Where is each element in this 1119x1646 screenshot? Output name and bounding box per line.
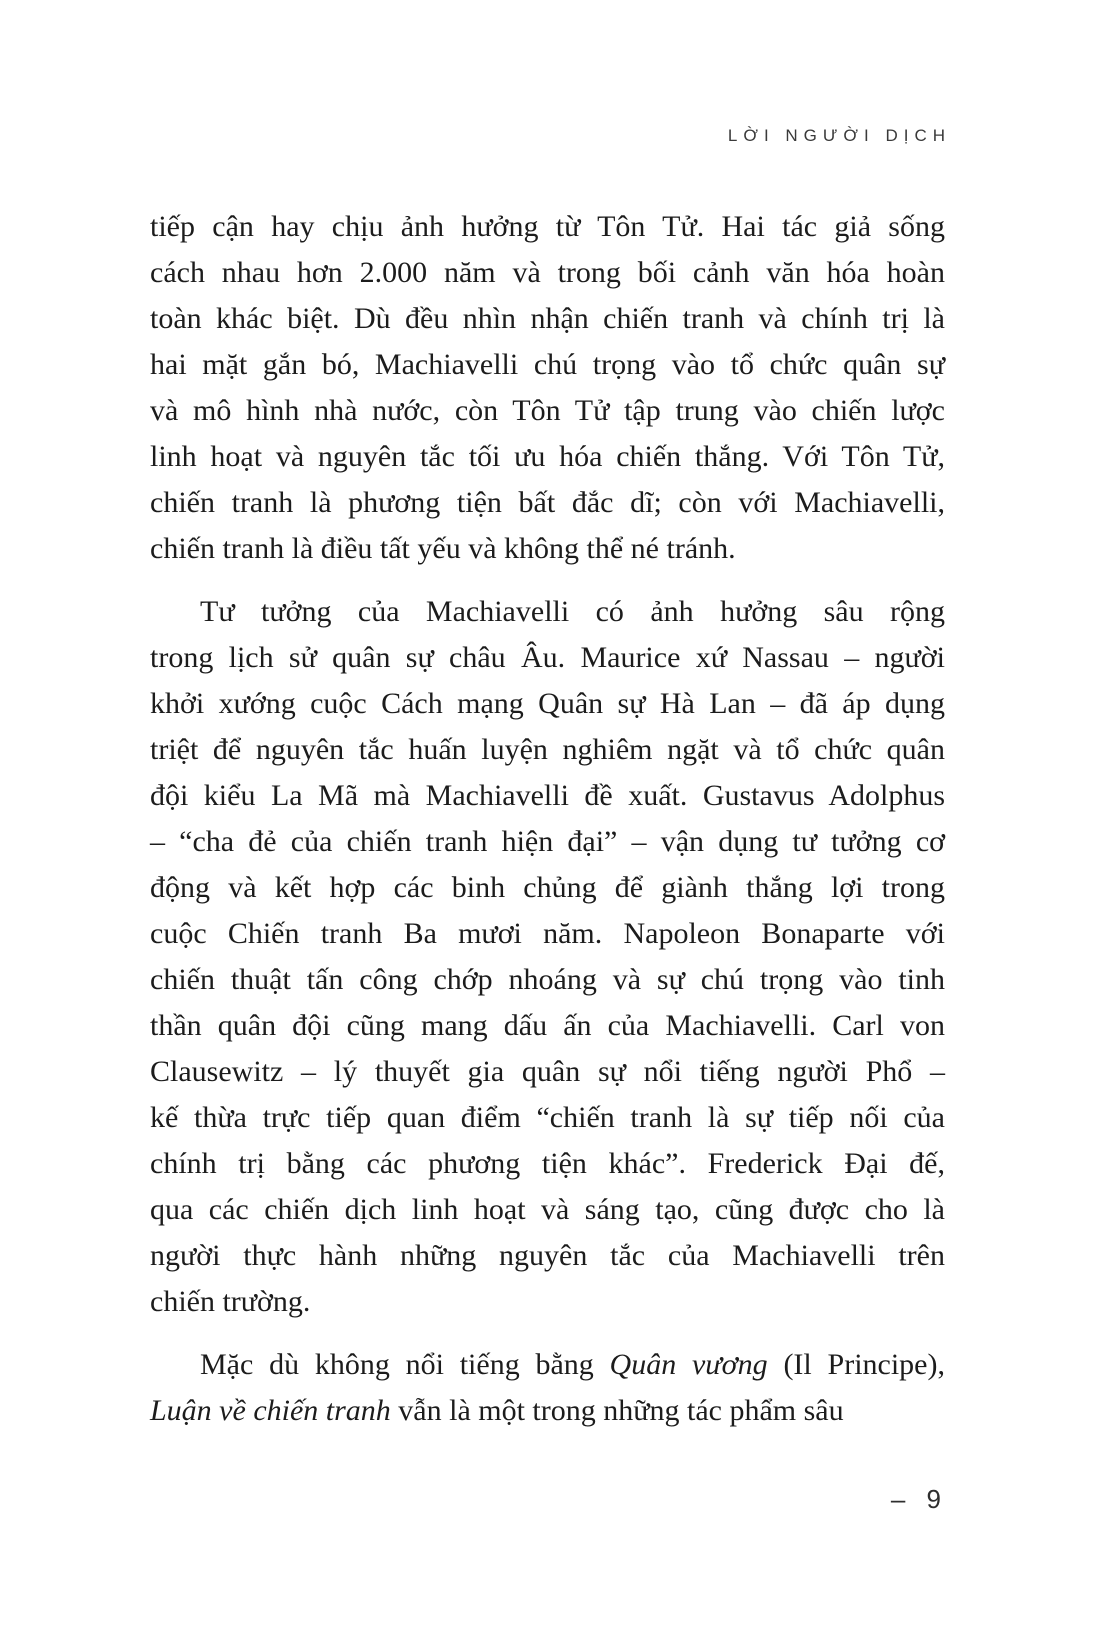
text-line xyxy=(150,296,945,342)
italic-text-segment: Quân vương xyxy=(609,1348,768,1381)
page-number: – 9 xyxy=(890,1484,948,1514)
text-segment: cách nhau hơn 2.000 năm và trong bối cảnh văn hóa hoàn xyxy=(150,256,945,289)
text-segment: và mô hình nhà nước, còn Tôn Tử tập trung vào chiến lược xyxy=(150,394,945,427)
text-line xyxy=(150,635,945,681)
text-line xyxy=(150,911,945,957)
text-segment: vẫn là một trong những tác phẩm sâu xyxy=(390,1394,844,1427)
text-line xyxy=(150,1388,945,1434)
paragraph xyxy=(150,589,945,1325)
paragraph xyxy=(150,1342,945,1434)
text-line xyxy=(150,1141,945,1187)
text-line xyxy=(150,773,945,819)
text-segment: triệt để nguyên tắc huấn luyện nghiêm ngặt và tổ chức quân xyxy=(150,733,945,766)
text-segment: thần quân đội cũng mang dấu ấn của Machiavelli. Carl von xyxy=(150,1009,945,1042)
text-line xyxy=(150,1233,945,1279)
text-line xyxy=(150,819,945,865)
text-segment: qua các chiến dịch linh hoạt và sáng tạo, cũng được cho là xyxy=(150,1193,945,1226)
text-line xyxy=(150,342,945,388)
text-segment: (Il Principe), xyxy=(767,1348,945,1381)
text-line xyxy=(150,681,945,727)
text-segment: kế thừa trực tiếp quan điểm “chiến tranh là sự tiếp nối của xyxy=(150,1101,945,1134)
text-segment: – “cha đẻ của chiến tranh hiện đại” – vận dụng tư tưởng cơ xyxy=(150,825,945,858)
text-segment: chiến tranh là phương tiện bất đắc dĩ; còn với Machiavelli, xyxy=(150,486,945,519)
text-line xyxy=(150,1003,945,1049)
running-header: LỜI NGƯỜI DỊCH xyxy=(727,126,951,145)
text-block xyxy=(150,204,945,1451)
text-line xyxy=(150,250,945,296)
text-segment: đội kiểu La Mã mà Machiavelli đề xuất. Gustavus Adolphus xyxy=(150,779,945,812)
text-line xyxy=(150,727,945,773)
text-line xyxy=(150,957,945,1003)
paragraph xyxy=(150,204,945,572)
text-line xyxy=(150,1342,945,1388)
text-line xyxy=(150,1187,945,1233)
text-segment: Tư tưởng của Machiavelli có ảnh hưởng sâu rộng xyxy=(200,595,945,628)
text-segment: Mặc dù không nổi tiếng bằng xyxy=(200,1348,610,1381)
text-segment: động và kết hợp các binh chủng để giành thắng lợi trong xyxy=(150,871,945,904)
text-line xyxy=(150,434,945,480)
text-segment: hai mặt gắn bó, Machiavelli chú trọng vào tổ chức quân sự xyxy=(150,348,945,381)
text-segment: Clausewitz – lý thuyết gia quân sự nổi tiếng người Phổ – xyxy=(150,1055,945,1088)
text-line xyxy=(150,1049,945,1095)
text-line xyxy=(150,865,945,911)
text-line xyxy=(150,1279,945,1325)
text-line xyxy=(150,526,945,572)
text-segment: khởi xướng cuộc Cách mạng Quân sự Hà Lan – đã áp dụng xyxy=(150,687,945,720)
text-line xyxy=(150,589,945,635)
text-segment: toàn khác biệt. Dù đều nhìn nhận chiến tranh và chính trị là xyxy=(150,302,945,335)
text-segment: chiến trường. xyxy=(150,1285,311,1318)
text-segment: chiến tranh là điều tất yếu và không thể né tránh. xyxy=(150,532,736,565)
text-segment: tiếp cận hay chịu ảnh hưởng từ Tôn Tử. Hai tác giả sống xyxy=(150,210,945,243)
text-segment: linh hoạt và nguyên tắc tối ưu hóa chiến thắng. Với Tôn Tử, xyxy=(150,440,945,473)
text-segment: chiến thuật tấn công chớp nhoáng và sự chú trọng vào tinh xyxy=(150,963,945,996)
text-segment: chính trị bằng các phương tiện khác”. Frederick Đại đế, xyxy=(150,1147,945,1180)
text-segment: người thực hành những nguyên tắc của Machiavelli trên xyxy=(150,1239,945,1272)
text-line xyxy=(150,1095,945,1141)
italic-text-segment: Luận về chiến tranh xyxy=(150,1394,391,1427)
text-segment: trong lịch sử quân sự châu Âu. Maurice xứ Nassau – người xyxy=(150,641,945,674)
text-segment: cuộc Chiến tranh Ba mươi năm. Napoleon Bonaparte với xyxy=(150,917,945,950)
text-line xyxy=(150,388,945,434)
text-line xyxy=(150,204,945,250)
text-line xyxy=(150,480,945,526)
